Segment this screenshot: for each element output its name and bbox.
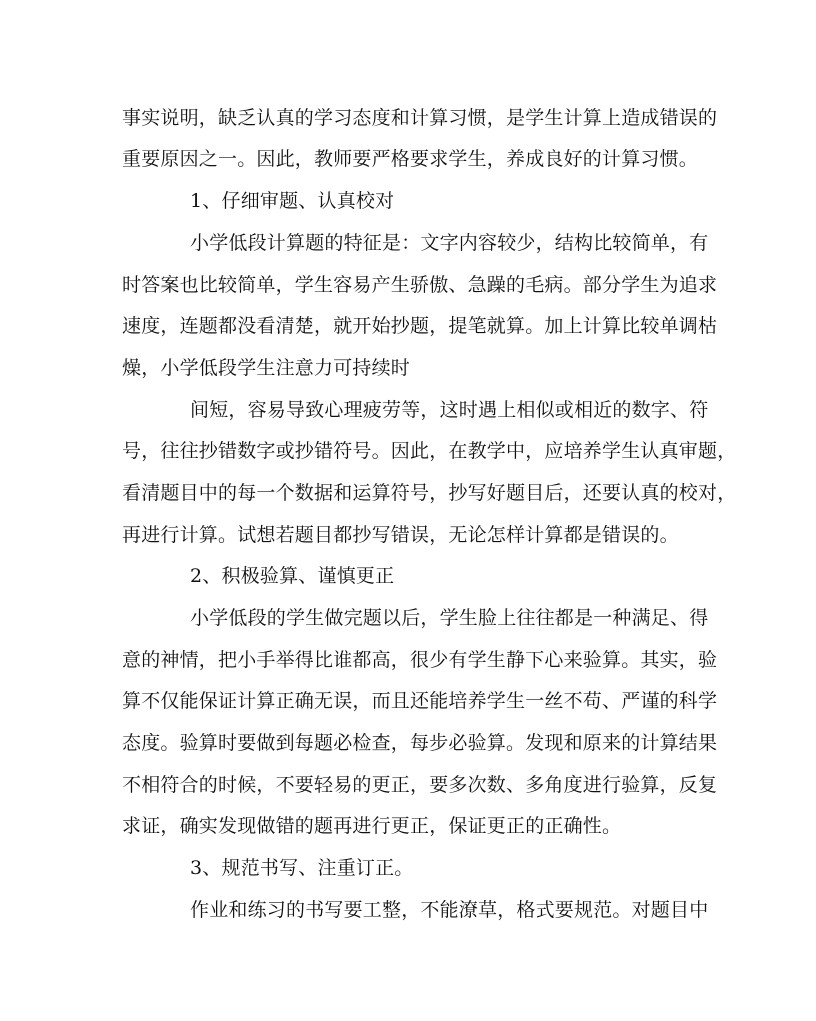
- text-line: 再进行计算。试想若题目都抄写错误，无论怎样计算都是错误的。: [122, 524, 679, 546]
- text-line: 求证，确实发现做错的题再进行更正，保证更正的正确性。: [122, 815, 622, 837]
- text-line: 号，往往抄错数字或抄错符号。因此，在教学中，应培养学生认真审题，: [122, 440, 737, 462]
- text-line: 小学低段计算题的特征是：文字内容较少，结构比较简单，有: [190, 232, 709, 254]
- text-line: 小学低段的学生做完题以后，学生脸上往往都是一种满足、得: [190, 607, 709, 629]
- text-line: 时答案也比较简单，学生容易产生骄傲、急躁的毛病。部分学生为追求: [122, 274, 718, 296]
- text-line: 态度。验算时要做到每题必检查，每步必验算。发现和原来的计算结果: [122, 732, 718, 754]
- text-line: 意的神情，把小手举得比谁都高，很少有学生静下心来验算。其实，验: [122, 649, 718, 671]
- section-heading: 1、仔细审题、认真校对: [190, 190, 395, 212]
- text-line: 燥，小学低段学生注意力可持续时: [122, 357, 411, 379]
- text-line: 重要原因之一。因此，教师要严格要求学生，养成良好的计算习惯。: [122, 148, 699, 170]
- text-line: 间短，容易导致心理疲劳等，这时遇上相似或相近的数字、符: [190, 399, 709, 421]
- text-line: 事实说明，缺乏认真的学习态度和计算习惯，是学生计算上造成错误的: [122, 107, 718, 129]
- section-heading: 3、规范书写、注重订正。: [190, 857, 414, 879]
- text-line: 不相符合的时候，不要轻易的更正，要多次数、多角度进行验算，反复: [122, 774, 718, 796]
- text-line: 作业和练习的书写要工整，不能潦草，格式要规范。对题目中: [190, 899, 709, 921]
- text-line: 速度，连题都没看清楚，就开始抄题，提笔就算。加上计算比较单调枯: [122, 315, 718, 337]
- section-heading: 2、积极验算、谨慎更正: [190, 565, 395, 587]
- text-line: 算不仅能保证计算正确无误，而且还能培养学生一丝不苟、严谨的科学: [122, 690, 718, 712]
- text-line: 看清题目中的每一个数据和运算符号，抄写好题目后，还要认真的校对，: [122, 482, 737, 504]
